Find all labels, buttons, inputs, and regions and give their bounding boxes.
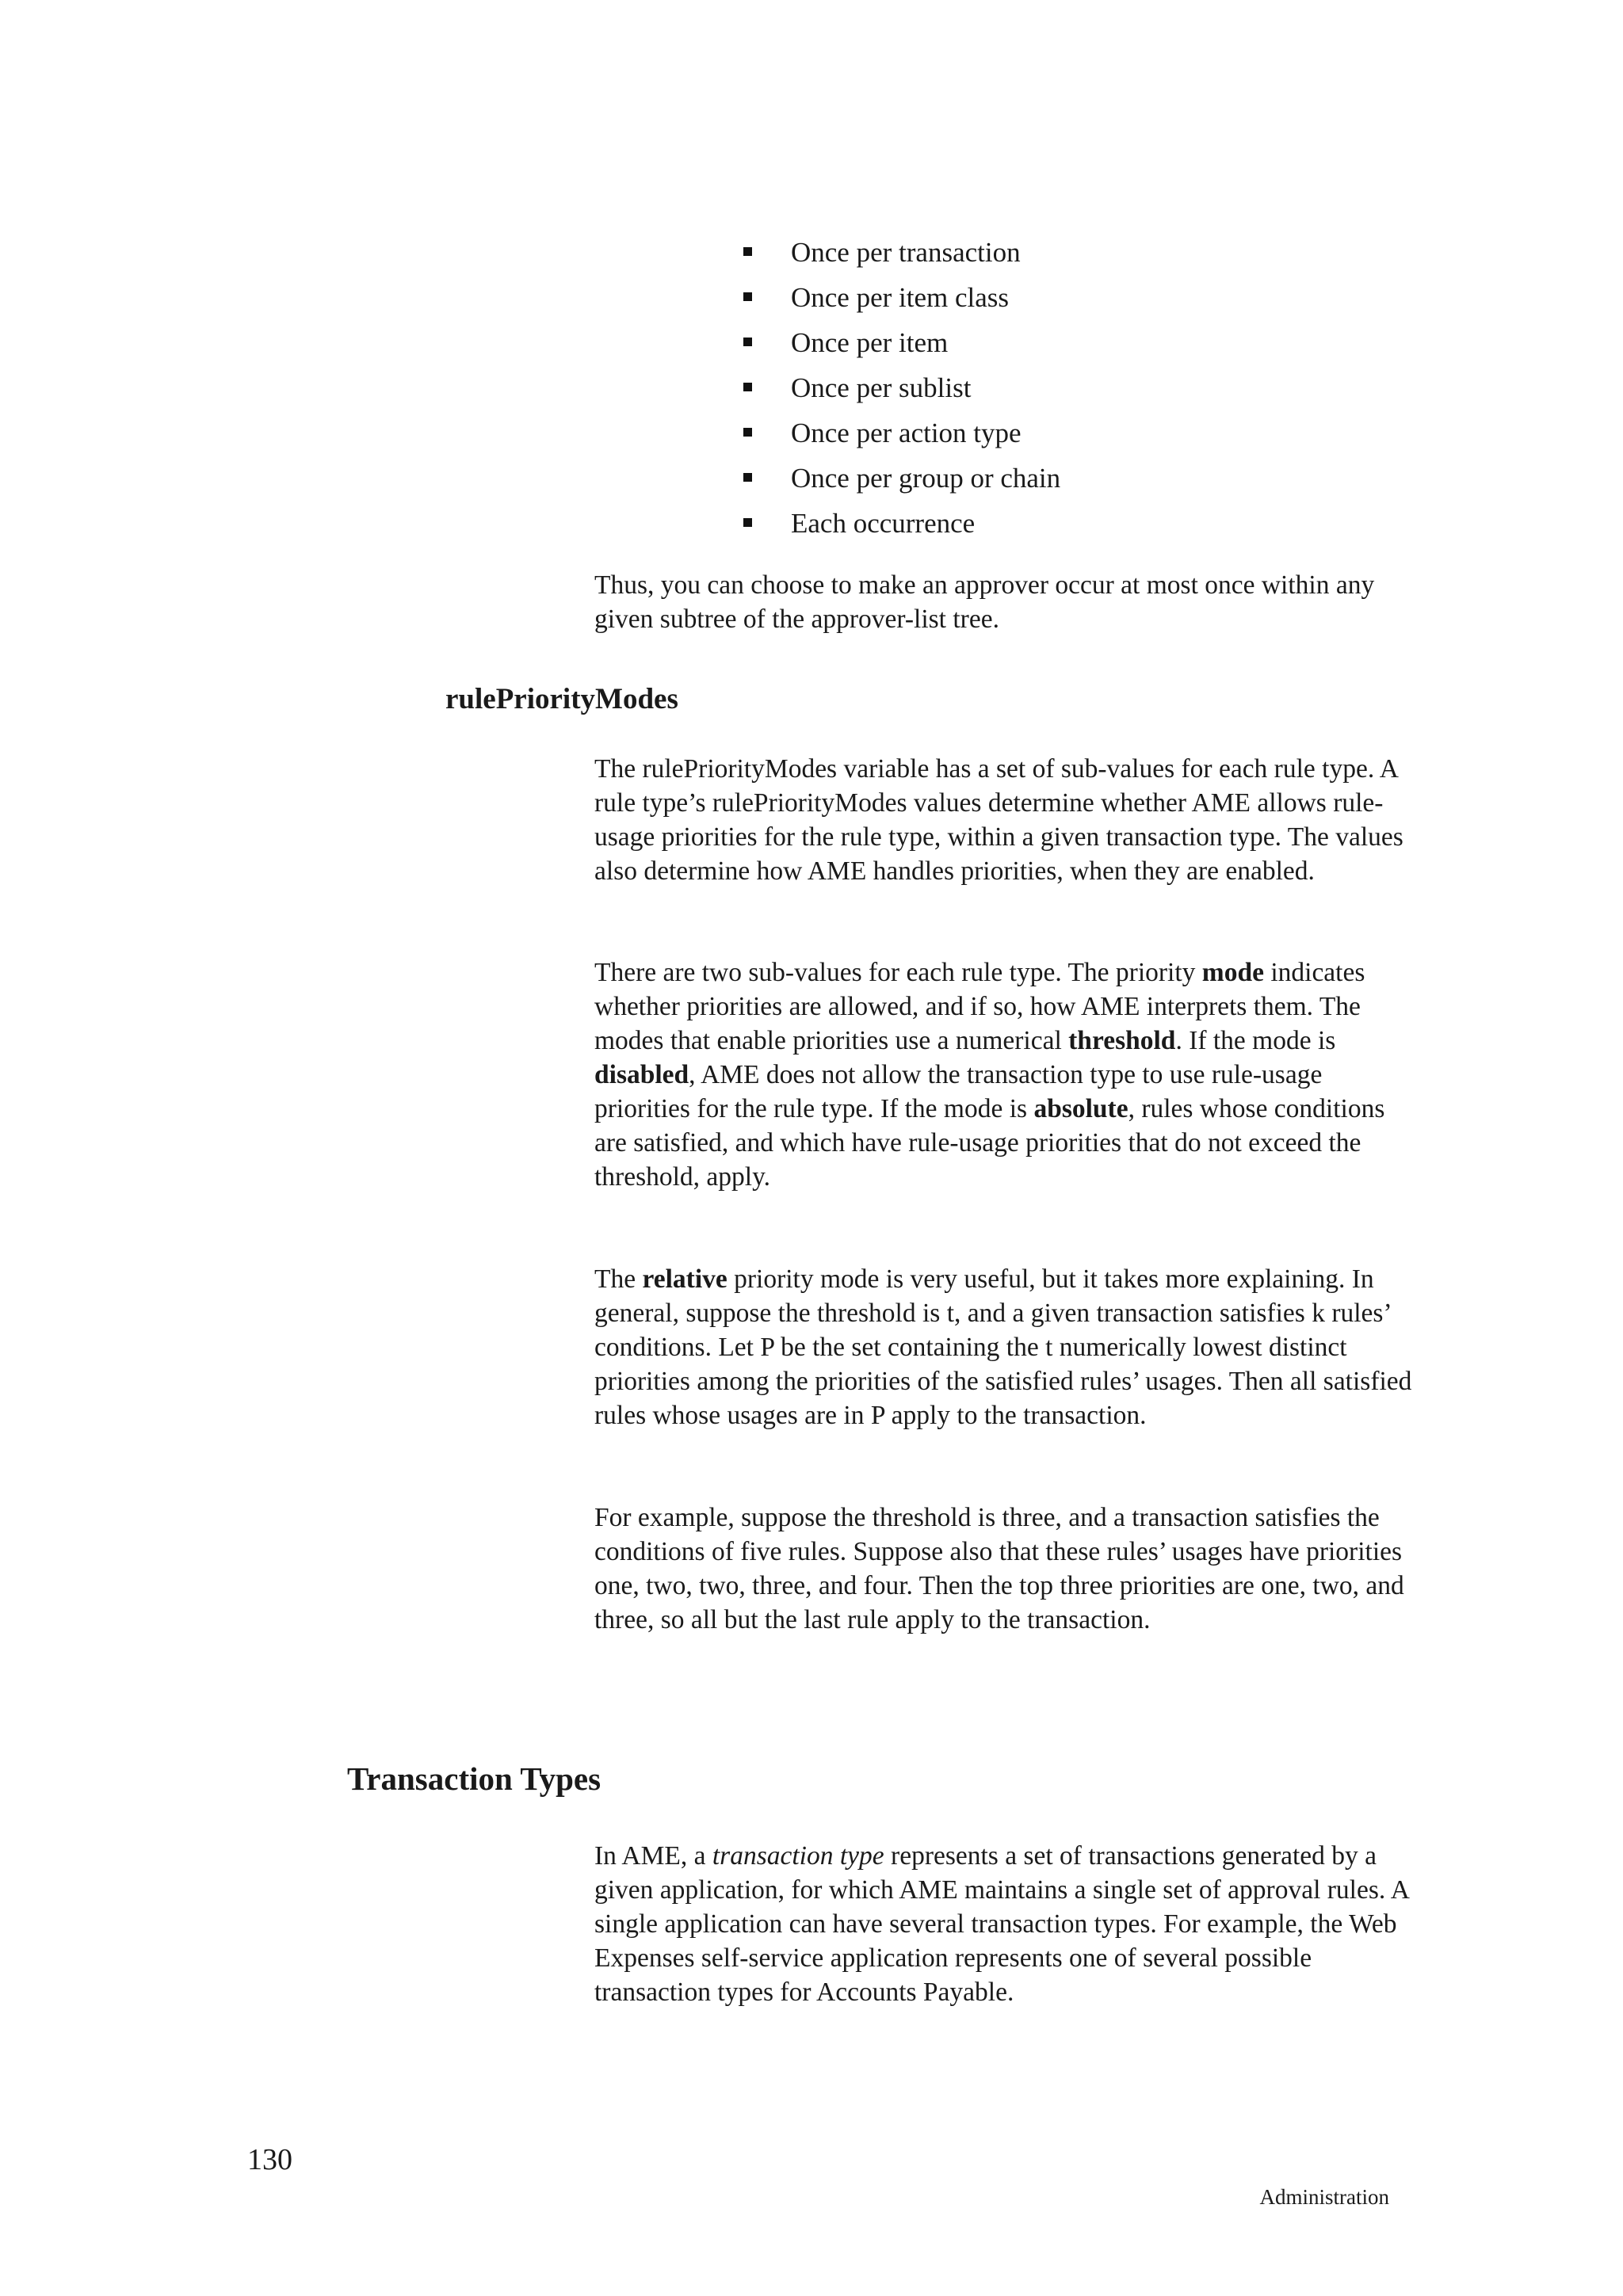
bullet-item: Once per action type [743, 410, 1457, 456]
term-relative: relative [642, 1264, 727, 1294]
paragraph-rule-priority-intro: The rulePriorityModes variable has a set of sub-values for each rule type. A rule type’s rulePriorityModes values determine whether AME allows rule-usage priorities for the rule type, within a given transaction type. The values also determine how AME handles priorities, when they are enabled. [594, 754, 1403, 886]
bullet-item: Once per group or chain [743, 456, 1457, 501]
term-disabled: disabled [594, 1060, 689, 1089]
square-bullet-icon [743, 338, 752, 346]
term-transaction-type: transaction type [712, 1841, 884, 1871]
bullet-item: Once per transaction [743, 230, 1457, 275]
term-threshold: threshold [1068, 1026, 1176, 1055]
paragraph-example: For example, suppose the threshold is three, and a transaction satisfies the conditions of five rules. Suppose also that these rules’ usages have priorities one, two, two, three, and four. Then the top three priorities are one, two, and three, so all but the last rule apply to the transaction. [594, 1503, 1404, 1634]
square-bullet-icon [743, 247, 752, 256]
bullet-item: Each occurrence [743, 501, 1457, 546]
bullet-item: Once per sublist [743, 365, 1457, 410]
heading-transaction-types: Transaction Types [347, 1760, 601, 1797]
heading-rule-priority-modes: rulePriorityModes [445, 683, 678, 715]
square-bullet-icon [743, 518, 752, 527]
bullet-list [743, 230, 1457, 546]
square-bullet-icon [743, 473, 752, 482]
square-bullet-icon [743, 292, 752, 301]
paragraph-thus: Thus, you can choose to make an approver occur at most once within any given subtree of the approver-list tree. [594, 570, 1375, 634]
page-number: 130 [247, 2143, 292, 2176]
term-absolute: absolute [1033, 1094, 1128, 1123]
bullet-item: Once per item class [743, 275, 1457, 320]
square-bullet-icon [743, 383, 752, 391]
bullet-item: Once per item [743, 320, 1457, 365]
paragraph-transaction-types: In AME, a transaction type represents a set of transactions generated by a given application, for which AME maintains a single set of approval rules. A single application can have several transaction types. For example, the Web Expenses self-service application represents one of several possible transaction types for Accounts Payable. [594, 1841, 1409, 2007]
term-mode: mode [1201, 958, 1264, 987]
footer-section-label: Administration [1259, 2185, 1389, 2209]
paragraph-relative-mode: The relative priority mode is very useful, but it takes more explaining. In general, suppose the threshold is t, and a given transaction satisfies k rules’ conditions. Let P be the set containing the t numerically lowest distinct priorities among the priorities of the satisfied rules’ usages. Then all satisfied rules whose usages are in P apply to the transaction. [594, 1264, 1412, 1430]
square-bullet-icon [743, 428, 752, 437]
paragraph-rule-priority-modes: There are two sub-values for each rule type. The priority mode indicates whether priorities are allowed, and if so, how AME interprets them. The modes that enable priorities use a numerical threshold. If the mode is disabled, AME does not allow the transaction type to use rule-usage priorities for the rule type. If the mode is absolute, rules whose conditions are satisfied, and which have rule-usage priorities that do not exceed the threshold, apply. [594, 958, 1385, 1192]
